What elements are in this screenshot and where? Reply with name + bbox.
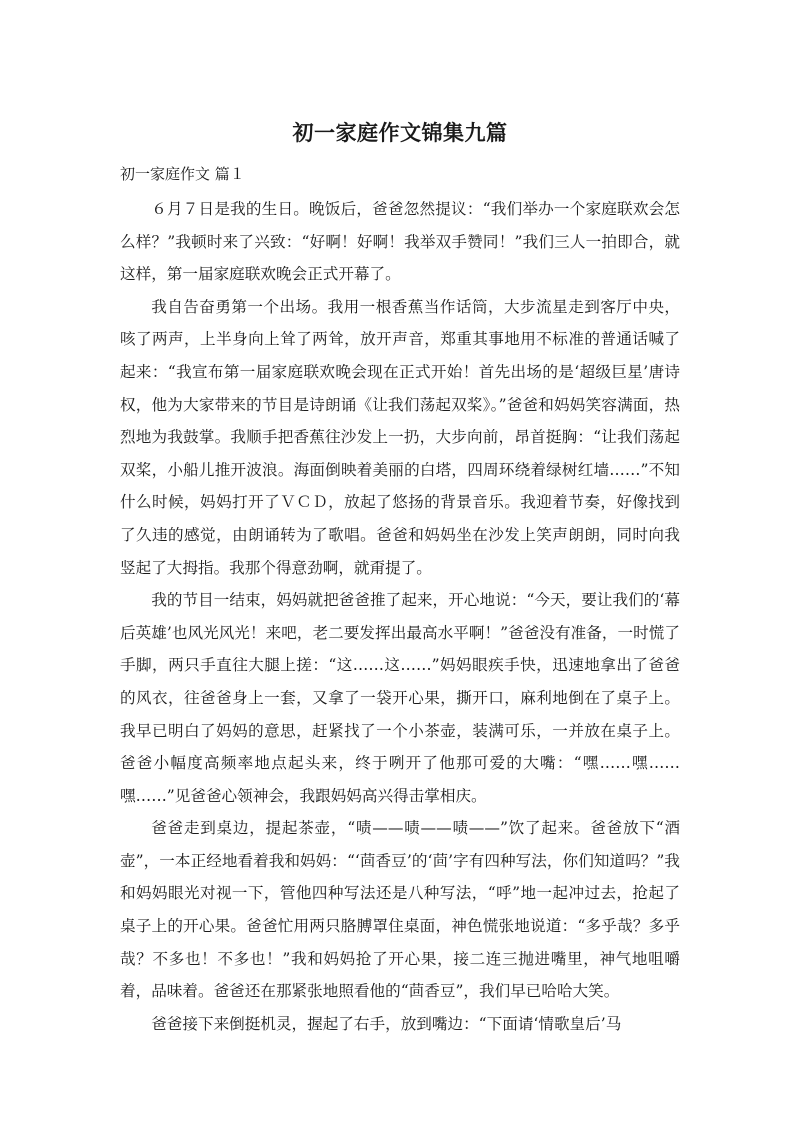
paragraph: 我自告奋勇第一个出场。我用一根香蕉当作话筒，大步流星走到客厅中央，咳了两声，上半身向上耸了两耸，放开声音，郑重其事地用不标准的普通话喊了起来：“我宣布第一届家庭联欢晚会现在正式开始！首先出场的是‘超级巨星’唐诗权，他为大家带来的节目是诗朗诵《让我们荡起双桨》。”爸爸和妈妈笑容满面，热烈地为我鼓掌。我顺手把香蕉往沙发上一扔，大步向前，昂首挺胸：“让我们荡起双桨，小船儿推开波浪。海面倒映着美丽的白塔，四周环绕着绿树红墙……”不知什么时候，妈妈打开了ＶＣＤ，放起了悠扬的背景音乐。我迎着节奏，好像找到了久违的感觉，由朗诵转为了歌唱。爸爸和妈妈坐在沙发上笑声朗朗，同时向我竖起了大拇指。我那个得意劲啊，就甭提了。: [120, 297, 680, 577]
paragraph: 我的节目一结束，妈妈就把爸爸推了起来，开心地说：“今天，要让我们的‘幕后英雄’也风光风光！来吧，老二要发挥出最高水平啊！”爸爸没有准备，一时慌了手脚，两只手直往大腿上搓：“这……这……”妈妈眼疾手快，迅速地拿出了爸爸的风衣，往爸爸身上一套，又拿了一袋开心果，撕开口，麻利地倒在了桌子上。我早已明白了妈妈的意思，赶紧找了一个小茶壶，装满可乐，一并放在桌子上。爸爸小幅度高频率地点起头来，终于咧开了他那可爱的大嘴：“嘿……嘿……嘿……”见爸爸心领神会，我跟妈妈高兴得击掌相庆。: [120, 591, 680, 805]
paragraph: ６月７日是我的生日。晚饭后，爸爸忽然提议：“我们举办一个家庭联欢会怎么样？”我顿时来了兴致：“好啊！好啊！我举双手赞同！”我们三人一拍即合，就这样，第一届家庭联欢晚会正式开幕了。: [120, 200, 680, 284]
section-label: 初一家庭作文 篇１: [120, 165, 245, 183]
paragraph: 爸爸接下来倒挺机灵，握起了右手，放到嘴边：“下面请‘情歌皇后’马: [151, 1014, 622, 1033]
document-title: 初一家庭作文锦集九篇: [292, 121, 508, 145]
paragraph: 爸爸走到桌边，提起茶壶，“啧——啧——啧——”饮了起来。爸爸放下“酒壶”，一本正经地看着我和妈妈：“‘茴香豆’的‘茴’字有四种写法，你们知道吗？”我和妈妈眼光对视一下，管他四种写法还是八种写法，“呼”地一起冲过去，抢起了桌子上的开心果。爸爸忙用两只胳膊罩住桌面，神色慌张地说道：“多乎哉？多乎哉？不多也！不多也！”我和妈妈抢了开心果，接二连三抛进嘴里，神气地咀嚼着，品味着。爸爸还在那紧张地照看他的“茴香豆”，我们早已哈哈大笑。: [120, 819, 680, 1001]
document-body: [120, 193, 680, 1040]
